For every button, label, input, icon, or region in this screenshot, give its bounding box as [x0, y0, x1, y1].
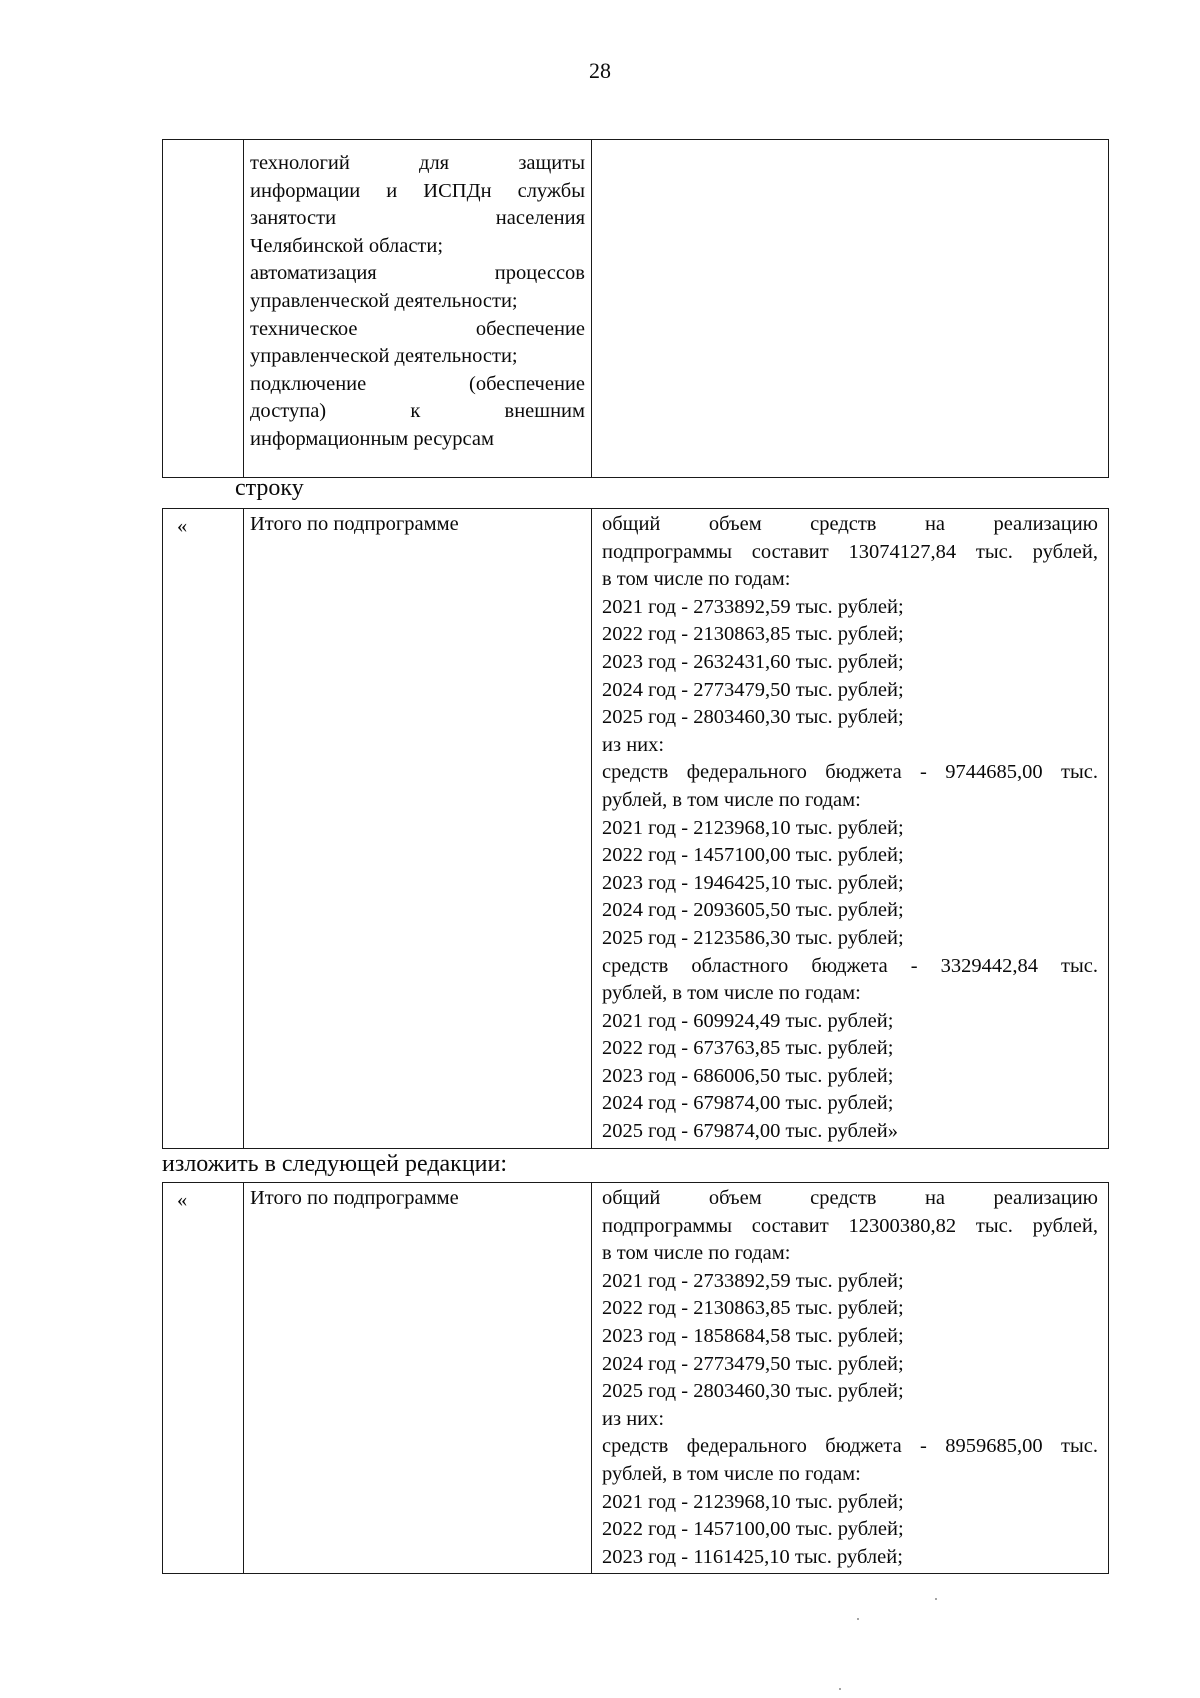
text-line: 2023 год - 1858684,58 тыс. рублей;: [602, 1324, 904, 1347]
text-line: занятости населения: [250, 207, 585, 230]
text-line: подпрограммы составит 13074127,84 тыс. рублей,: [602, 540, 1098, 563]
text-line: 2021 год - 2733892,59 тыс. рублей;: [602, 1269, 904, 1292]
text-line: информации и ИСПДн службы: [250, 179, 585, 202]
text-line: 2021 год - 609924,49 тыс. рублей;: [602, 1009, 894, 1032]
text-line: 2025 год - 679874,00 тыс. рублей»: [602, 1120, 898, 1143]
text-line: рублей, в том числе по годам:: [602, 1462, 861, 1485]
text-line: управленческой деятельности;: [250, 345, 518, 368]
text-line: из них:: [602, 733, 665, 756]
text-line: 2022 год - 2130863,85 тыс. рублей;: [602, 623, 904, 646]
text-line: 2025 год - 2803460,30 тыс. рублей;: [602, 706, 904, 729]
text-line: доступа) к внешним: [250, 400, 585, 423]
text-line: общий объем средств на реализацию: [602, 1187, 1098, 1209]
cell-index: [163, 140, 244, 478]
cell-funding-empty: [592, 140, 1109, 478]
text-line: техническое обеспечение: [250, 317, 585, 340]
funding-lines-old: [602, 511, 1098, 1146]
cell-activities: [244, 140, 592, 478]
text-line: управленческой деятельности;: [250, 289, 518, 312]
text-line: рублей, в том числе по годам:: [602, 788, 861, 811]
scan-speck: [857, 1618, 859, 1620]
text-line: в том числе по годам:: [602, 568, 791, 591]
text-line: 2021 год - 2123968,10 тыс. рублей;: [602, 816, 904, 839]
cell-total-label: Итого по подпрограмме: [244, 509, 592, 1149]
text-line: 2021 год - 2733892,59 тыс. рублей;: [602, 595, 904, 618]
cell-quote-mark: «: [163, 1183, 244, 1574]
text-line: средств областного бюджета - 3329442,84 тыс.: [602, 954, 1098, 977]
cell-quote-mark: «: [163, 509, 244, 1149]
text-line: автоматизация процессов: [250, 262, 585, 285]
table-row: [163, 140, 1109, 478]
funding-lines-new: [602, 1185, 1098, 1571]
scan-speck: [935, 1598, 937, 1600]
text-line: средств федерального бюджета - 9744685,00 тыс.: [602, 761, 1098, 784]
text-line: 2022 год - 2130863,85 тыс. рублей;: [602, 1297, 904, 1320]
page-number: 28: [589, 58, 611, 83]
text-line: Челябинской области;: [250, 234, 444, 257]
text-line: из них:: [602, 1407, 665, 1430]
text-line: 2021 год - 2123968,10 тыс. рублей;: [602, 1490, 904, 1513]
table-continued-activities: [162, 139, 1109, 478]
text-line: 2023 год - 2632431,60 тыс. рублей;: [602, 650, 904, 673]
text-line: информационным ресурсам: [250, 427, 494, 450]
table-new-total: [162, 1182, 1109, 1574]
text-line: в том числе по годам:: [602, 1242, 791, 1265]
cell-funding-old: [592, 509, 1109, 1149]
text-line: подпрограммы составит 12300380,82 тыс. рублей,: [602, 1214, 1098, 1237]
text-line: технологий для защиты: [250, 152, 585, 174]
text-line: общий объем средств на реализацию: [602, 513, 1098, 535]
text-line: 2023 год - 686006,50 тыс. рублей;: [602, 1064, 894, 1087]
table-old-total: [162, 508, 1109, 1149]
text-line: 2024 год - 2773479,50 тыс. рублей;: [602, 678, 904, 701]
text-line: 2023 год - 1946425,10 тыс. рублей;: [602, 871, 904, 894]
text-line: 2022 год - 673763,85 тыс. рублей;: [602, 1037, 894, 1060]
text-line: 2023 год - 1161425,10 тыс. рублей;: [602, 1545, 903, 1568]
cell-funding-new: [592, 1183, 1109, 1574]
text-line: 2024 год - 2093605,50 тыс. рублей;: [602, 899, 904, 922]
text-line: подключение (обеспечение: [250, 372, 585, 395]
text-line: средств федерального бюджета - 8959685,00 тыс.: [602, 1435, 1098, 1458]
text-line: рублей, в том числе по годам:: [602, 982, 861, 1005]
table-row: [163, 1183, 1109, 1574]
activities-lines: [250, 150, 585, 454]
caption-new-edition: изложить в следующей редакции:: [162, 1151, 508, 1177]
text-line: 2024 год - 2773479,50 тыс. рублей;: [602, 1352, 904, 1375]
caption-stroku: строку: [235, 475, 304, 501]
cell-total-label: Итого по подпрограмме: [244, 1183, 592, 1574]
table-row: [163, 509, 1109, 1149]
text-line: 2025 год - 2123586,30 тыс. рублей;: [602, 926, 904, 949]
text-line: 2022 год - 1457100,00 тыс. рублей;: [602, 1518, 904, 1541]
scan-speck: [839, 1688, 841, 1690]
text-line: 2022 год - 1457100,00 тыс. рублей;: [602, 844, 904, 867]
text-line: 2025 год - 2803460,30 тыс. рублей;: [602, 1380, 904, 1403]
text-line: 2024 год - 679874,00 тыс. рублей;: [602, 1092, 894, 1115]
